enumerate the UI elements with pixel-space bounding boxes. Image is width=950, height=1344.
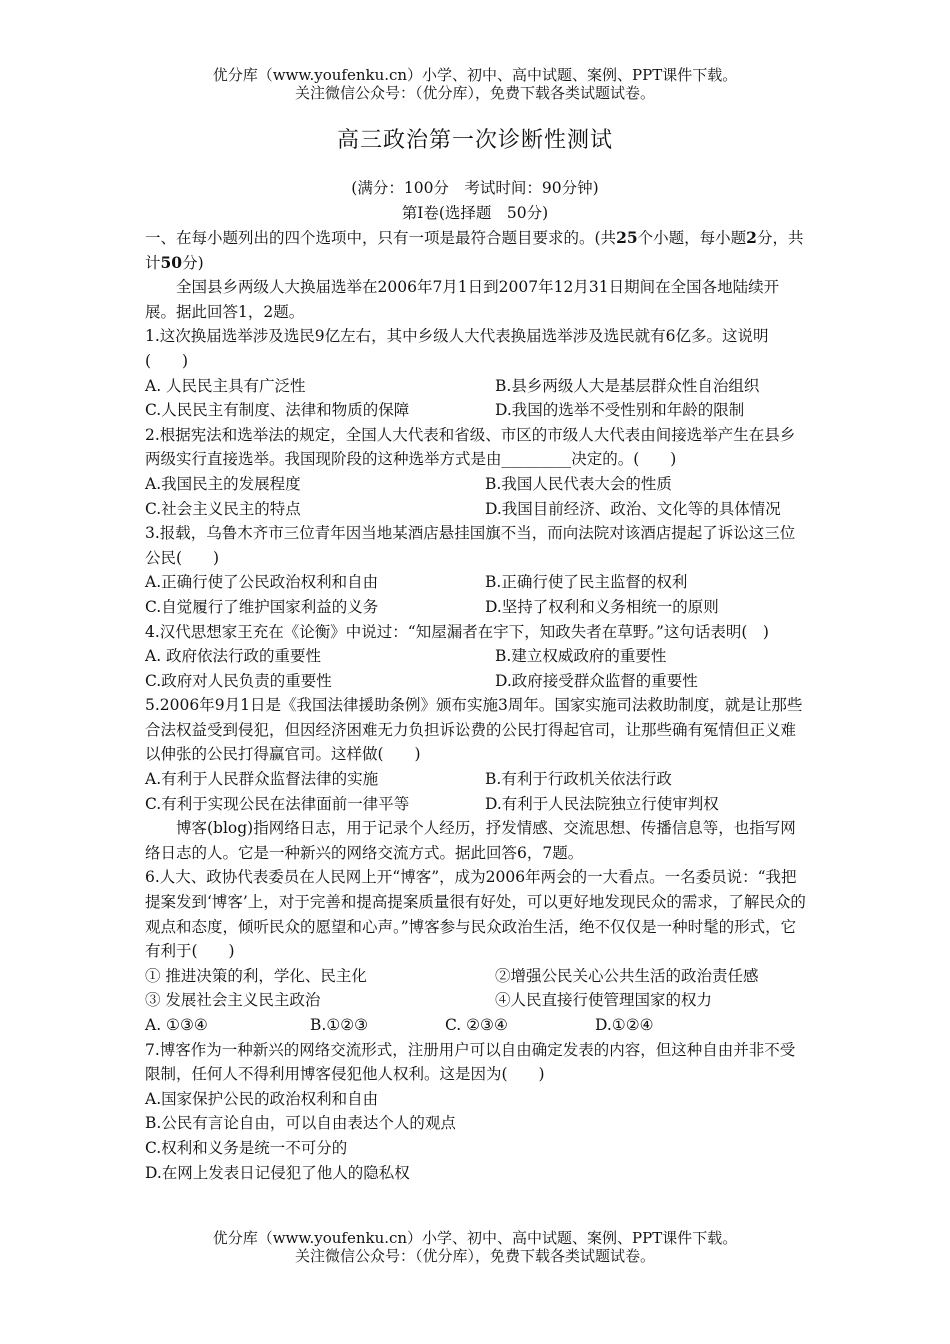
instruction: 一、在每小题列出的四个选项中，只有一项是最符合题目要求的。(共25个小题，每小题2分，共计50分)	[145, 228, 804, 272]
q2-option-b: B.我国人民代表大会的性质	[485, 474, 672, 493]
q3-stem: 3.报载，乌鲁木齐市三位青年因当地某酒店悬挂国旗不当，而向法院对该酒店提起了诉讼这三位公民( )	[145, 524, 796, 567]
q4-options-row1	[145, 644, 810, 669]
exam-content	[145, 226, 810, 1185]
q4-options-row2	[145, 669, 810, 694]
q4-option-b: B.建立权威政府的重要性	[495, 647, 667, 666]
q5-option-b: B.有利于行政机关依法行政	[485, 770, 672, 789]
q3-options-row2	[145, 595, 810, 620]
q5-stem: 5.2006年9月1日是《我国法律援助条例》颁布实施3周年。国家实施司法救助制度，就是让那些合法权益受到侵犯，但因经济困难无力负担诉讼费的公民打得起官司，让那些确有冤情但正义难以伸张的公民打得赢官司。这样做( )	[145, 696, 803, 764]
q6-stem: 6.人大、政协代表委员在人民网上开“博客”，成为2006年两会的一大看点。一名委员说：“我把提案发到‘博客’上，对于完善和提高提案质量很有好处，可以更好地发现民众的需求，了解民众的观点和态度，倾听民众的愿望和心声。”博客参与民众政治生活，绝不仅仅是一种时髦的形式，它有利于( )	[145, 868, 806, 961]
q6-options	[145, 1013, 810, 1038]
footer-banner-line2: 关注微信公众号：（优分库），免费下载各类试题试卷。	[294, 1247, 655, 1265]
q6-statements-row1	[145, 964, 810, 989]
q6-option-a: A. ①③④	[145, 1016, 208, 1034]
q3-option-d: D.坚持了权利和义务相统一的原则	[485, 597, 719, 616]
q2-option-d: D.我国目前经济、政治、文化等的具体情况	[485, 499, 781, 518]
q1-options-row1	[145, 374, 810, 399]
q1-option-b: B.县乡两级人大是基层群众性自治组织	[495, 376, 760, 395]
q2-option-a: A.我国民主的发展程度	[145, 474, 301, 493]
q6-statement-1: ① 推进决策的利，学化、民主化	[145, 966, 367, 985]
q6-option-b: B.①②③	[310, 1016, 369, 1034]
q5-option-d: D.有利于人民法院独立行使审判权	[485, 794, 719, 813]
q3-option-a: A.正确行使了公民政治权利和自由	[145, 573, 379, 592]
q5-options-row1	[145, 767, 810, 792]
q1-option-d: D.我国的选举不受性别和年龄的限制	[495, 401, 745, 420]
q6-statement-4: ④人民直接行使管理国家的权力	[495, 991, 713, 1010]
exam-meta: (满分：100分 考试时间：90分钟)	[351, 179, 599, 197]
q3-options-row1	[145, 570, 810, 595]
q7-option-b: B.公民有言论自由，可以自由表达个人的观点	[145, 1114, 456, 1133]
q5-option-a: A.有利于人民群众监督法律的实施	[145, 770, 379, 789]
q6-statements-row2	[145, 988, 810, 1013]
q1-option-a: A. 人民民主具有广泛性	[145, 376, 306, 395]
q5-options-row2	[145, 792, 810, 817]
q4-option-d: D.政府接受群众监督的重要性	[495, 671, 698, 690]
q7-option-a: A.国家保护公民的政治权利和自由	[145, 1089, 379, 1108]
q7-option-c: C.权利和义务是统一不可分的	[145, 1138, 348, 1157]
q2-stem: 2.根据宪法和选举法的规定，全国人大代表和省级、市区的市级人大代表由间接选举产生在县乡两级实行直接选举。我国现阶段的这种选举方式是由_________决定的。( )	[145, 425, 796, 469]
part-heading: 第Ⅰ卷(选择题 50分)	[401, 204, 549, 222]
q6-statement-2: ②增强公民关心公共生活的政治责任感	[495, 966, 759, 985]
q4-option-a: A. 政府依法行政的重要性	[145, 647, 322, 666]
page-title: 高三政治第一次诊断性测试	[336, 128, 613, 153]
q6-option-c: C. ②③④	[445, 1016, 508, 1034]
q3-option-c: C.自觉履行了维护国家利益的义务	[145, 597, 379, 616]
header-banner-line1: 优分库（www.youfenku.cn）小学、初中、高中试题、案例、PPT课件下载。	[212, 66, 738, 84]
q4-option-c: C.政府对人民负责的重要性	[145, 671, 332, 690]
intro-q6-7: 博客(blog)指网络日志，用于记录个人经历，抒发情感、交流思想、传播信息等，也指写网络日志的人。它是一种新兴的网络交流方式。据此回答6，7题。	[145, 819, 796, 862]
q7-option-d: D.在网上发表日记侵犯了他人的隐私权	[145, 1163, 410, 1182]
q3-option-b: B.正确行使了民主监督的权利	[485, 573, 688, 592]
footer-banner	[0, 1229, 950, 1265]
header-banner	[0, 66, 950, 102]
q1-option-c: C.人民民主有制度、法律和物质的保障	[145, 401, 410, 420]
q1-stem: 1.这次换届选举涉及选民9亿左右，其中乡级人大代表换届选举涉及选民就有6亿多。这说明( )	[145, 327, 769, 370]
header-banner-line2: 关注微信公众号：（优分库），免费下载各类试题试卷。	[294, 84, 655, 102]
intro-q1-2: 全国县乡两级人大换届选举在2006年7月1日到2007年12月31日期间在全国各地陆续开展。据此回答1，2题。	[145, 278, 780, 321]
q5-option-c: C.有利于实现公民在法律面前一律平等	[145, 794, 410, 813]
q2-option-c: C.社会主义民主的特点	[145, 499, 301, 518]
q6-option-d: D.①②④	[595, 1016, 654, 1034]
q1-options-row2	[145, 398, 810, 423]
q2-options-row1	[145, 472, 810, 497]
footer-banner-line1: 优分库（www.youfenku.cn）小学、初中、高中试题、案例、PPT课件下载。	[212, 1229, 738, 1247]
q7-stem: 7.博客作为一种新兴的网络交流形式，注册用户可以自由确定发表的内容，但这种自由并非不受限制，任何人不得利用博客侵犯他人权利。这是因为( )	[145, 1040, 796, 1084]
q6-statement-3: ③ 发展社会主义民主政治	[145, 991, 321, 1010]
q4-stem: 4.汉代思想家王充在《论衡》中说过：“知屋漏者在宇下，知政失者在草野。”这句话表明( )	[145, 622, 769, 641]
q2-options-row2	[145, 497, 810, 522]
